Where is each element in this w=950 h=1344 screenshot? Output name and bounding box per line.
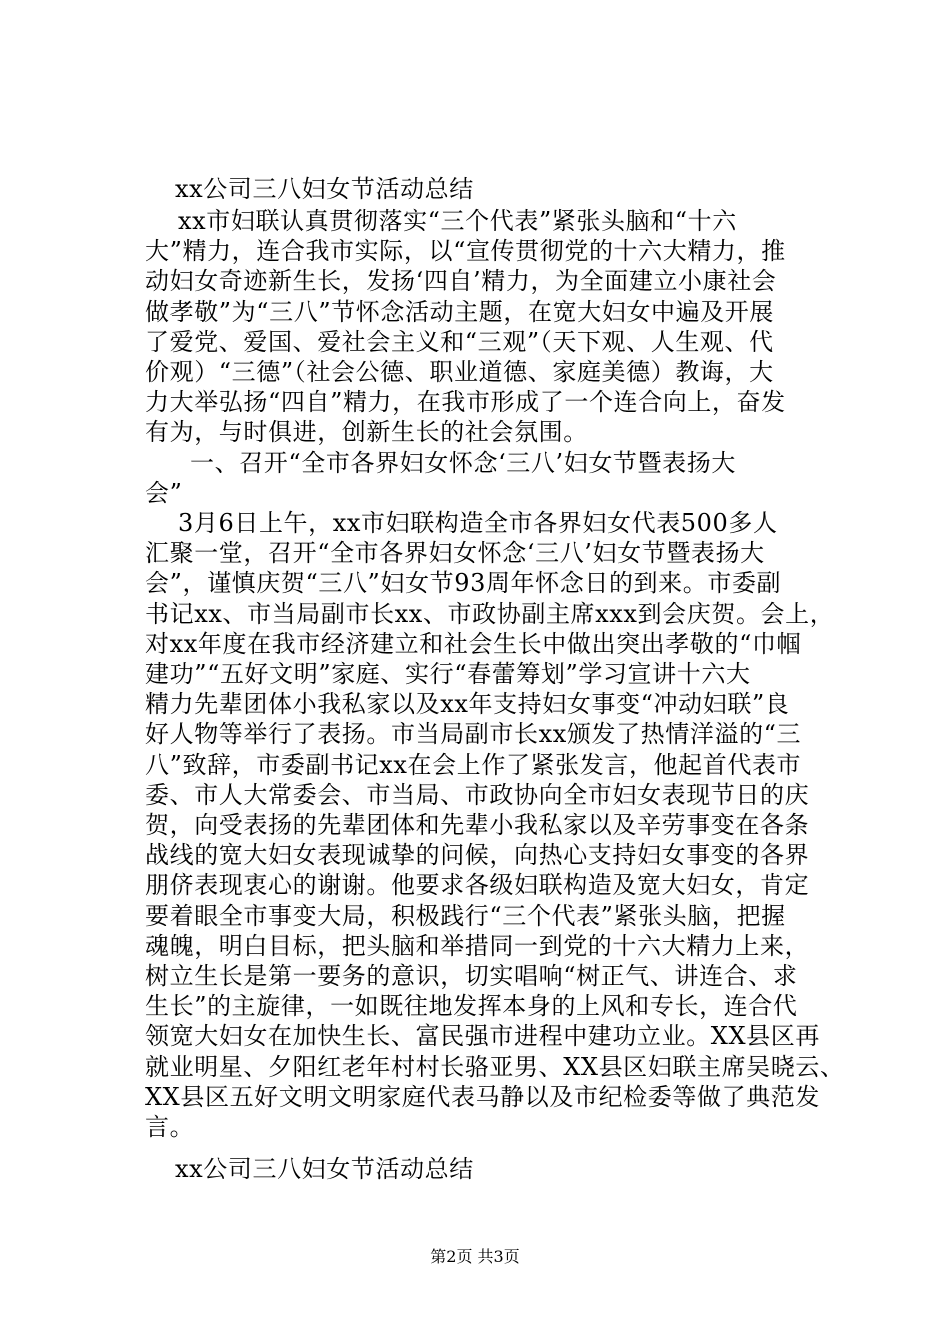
paragraph-line: 要着眼全市事变大局，积极践行“三个代表”紧张头脑，把握 <box>145 902 786 930</box>
repeat-title: xx公司三八妇女节活动总结 <box>175 1155 474 1183</box>
paragraph-line: 树立生长是第一要务的意识，切实唱响“树正气、讲连合、求 <box>145 962 798 990</box>
paragraph-line: 领宽大妇女在加快生长、富民强市进程中建功立业。XX县区再 <box>145 1022 820 1050</box>
paragraph-line: 朋侪表现衷心的谢谢。他要求各级妇联构造及宽大妇女，肯定 <box>145 871 810 899</box>
paragraph-line: 力大举弘扬“四自”精力，在我市形成了一个连合向上，奋发 <box>145 388 786 416</box>
paragraph-line: 言。 <box>145 1113 195 1141</box>
paragraph-line: 好人物等举行了表扬。市当局副市长xx颁发了热情洋溢的“三 <box>145 720 802 748</box>
section-heading-line: 会” <box>145 479 183 507</box>
paragraph-line: 动妇女奇迹新生长，发扬‘四自’精力，为全面建立小康社会 <box>145 267 777 295</box>
paragraph-line: 了爱党、爱国、爱社会主义和“三观”（天下观、人生观、代 <box>145 328 774 356</box>
paragraph-line: 会”，谨慎庆贺“三八”妇女节93周年怀念日的到来。市委副 <box>145 569 782 597</box>
paragraph-line: 精力先辈团体小我私家以及xx年支持妇女事变“冲动妇联”良 <box>145 690 790 718</box>
paragraph-line: 魂魄，明白目标，把头脑和举措同一到党的十六大精力上来， <box>145 932 810 960</box>
paragraph-line: 就业明星、夕阳红老年村村长骆亚男、XX县区妇联主席吴晓云、 <box>145 1053 845 1081</box>
paragraph-line: 有为，与时俱进，创新生长的社会氛围。 <box>145 418 588 446</box>
section-heading-line: 一、召开“全市各界妇女怀念‘三八’妇女节暨表扬大 <box>190 449 736 477</box>
paragraph-line: 做孝敬”为“三八”节怀念活动主题，在宽大妇女中遍及开展 <box>145 298 775 326</box>
paragraph-line: 生长”的主旋律，一如既往地发挥本身的上风和专长，连合代 <box>145 992 798 1020</box>
paragraph-line: 书记xx、市当局副市长xx、市政协副主席xxx到会庆贺。会上， <box>145 600 835 628</box>
paragraph-line: 八”致辞，市委副书记xx在会上作了紧张发言，他起首代表市 <box>145 751 802 779</box>
paragraph-line: 战线的宽大妇女表现诚挚的问候，向热心支持妇女事变的各界 <box>145 841 810 869</box>
paragraph-line: 汇聚一堂，召开“全市各界妇女怀念‘三八’妇女节暨表扬大 <box>145 539 765 567</box>
paragraph-line: 大”精力，连合我市实际，以“宣传贯彻党的十六大精力，推 <box>145 237 786 265</box>
paragraph-line: xx市妇联认真贯彻落实“三个代表”紧张头脑和“十六 <box>178 207 737 235</box>
paragraph-line: 3月6日上午，xx市妇联构造全市各界妇女代表500多人 <box>178 509 778 537</box>
page-number-footer: 第2页 共3页 <box>430 1247 520 1266</box>
paragraph-line: 建功”“五好文明”家庭、实行“春蕾筹划”学习宣讲十六大 <box>145 660 751 688</box>
document-title: xx公司三八妇女节活动总结 <box>175 175 474 203</box>
paragraph-line: 价观）“三德”（社会公德、职业道德、家庭美德）教诲，大 <box>145 358 774 386</box>
paragraph-line: 贺，向受表扬的先辈团体和先辈小我私家以及辛劳事变在各条 <box>145 811 810 839</box>
paragraph-line: 委、市人大常委会、市当局、市政协向全市妇女表现节日的庆 <box>145 781 810 809</box>
paragraph-line: 对xx年度在我市经济建立和社会生长中做出突出孝敬的“巾帼 <box>145 630 802 658</box>
paragraph-line: XX县区五好文明文明家庭代表马静以及市纪检委等做了典范发 <box>145 1083 820 1111</box>
